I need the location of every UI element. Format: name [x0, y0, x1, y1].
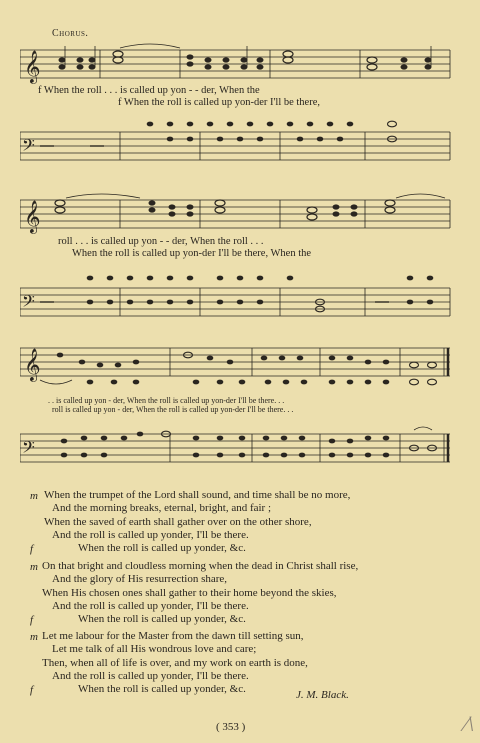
verse-3-line-1: Let me labour for the Master from the dawn till setting sun, [42, 630, 304, 642]
author-credit: J. M. Black. [296, 689, 349, 701]
verse-2 [42, 560, 358, 613]
verse-3-refrain: When the roll is called up yonder, &c. [78, 683, 246, 695]
verse-3-line-3: Then, when all of life is over, and my work on earth is done, [42, 656, 308, 669]
lyric-line-3-1: . . is called up yon - der, When the roll is called up yon-der I'll be there. . . [48, 396, 285, 405]
verse-3-refrain-dynamic: f [30, 684, 34, 696]
verse-3-line-2: Let me talk of all His wondrous love and care; [52, 643, 257, 656]
verse-2-line-2: And the glory of His resurrection share, [52, 573, 228, 586]
lyric-line-3-2: roll is called up yon - der, When the roll is called up yon-der I'll be there. . . [52, 405, 294, 414]
svg-text:𝄞: 𝄞 [24, 202, 41, 233]
verse-1-line-4: And the roll is called up yonder, I'll be there. [52, 528, 249, 541]
chorus-label: Chorus. [52, 28, 89, 39]
verse-2-refrain: When the roll is called up yonder, &c. [78, 613, 246, 625]
lyric-line-1-2: f When the roll is called up yon-der I'll be there, [118, 97, 321, 108]
verse-1 [44, 489, 350, 542]
page-number: ( 353 ) [216, 721, 246, 733]
svg-text:𝄢: 𝄢 [22, 137, 35, 159]
bass-staff-system-2 [20, 264, 452, 324]
bass-staff-system-3 [20, 414, 452, 474]
svg-text:𝄢: 𝄢 [22, 293, 35, 315]
pencil-mark: ∕\ [464, 711, 474, 736]
svg-text:𝄞: 𝄞 [24, 52, 41, 83]
verse-2-refrain-dynamic: f [30, 614, 34, 626]
lyric-line-2-1: roll . . . is called up yon - - der, When the roll . . . [58, 236, 264, 247]
bass-staff-system-1 [20, 112, 452, 164]
treble-staff-system-1 [20, 40, 452, 90]
svg-text:𝄞: 𝄞 [24, 350, 41, 381]
verse-1-line-1: When the trumpet of the Lord shall sound, and time shall be no more, [44, 489, 351, 501]
verse-1-refrain-dynamic: f [30, 543, 34, 555]
verse-1-line-3: When the saved of earth shall gather over on the other shore, [44, 515, 312, 528]
verse-2-line-1: On that bright and cloudless morning when the dead in Christ shall rise, [42, 560, 359, 572]
verse-1-refrain: When the roll is called up yonder, &c. [78, 542, 246, 554]
svg-text:𝄢: 𝄢 [22, 439, 35, 461]
lyric-line-1-1: f When the roll . . . is called up yon - - der, When the [38, 85, 260, 96]
verse-2-line-4: And the roll is called up yonder, I'll be there. [52, 599, 249, 612]
treble-staff-system-2 [20, 192, 452, 238]
verse-1-line-2: And the morning breaks, eternal, bright, and fair ; [52, 502, 272, 515]
verse-3-line-4: And the roll is called up yonder, I'll be there. [52, 669, 249, 682]
verse-3 [42, 630, 308, 683]
verse-2-dynamic: m [30, 561, 38, 573]
verse-3-dynamic: m [30, 631, 38, 643]
verse-2-line-3: When His chosen ones shall gather to their home beyond the skies, [42, 586, 337, 599]
verse-1-dynamic: m [30, 490, 38, 502]
treble-staff-system-3 [20, 340, 452, 392]
lyric-line-2-2: When the roll is called up yon-der I'll be there, When the [72, 248, 312, 259]
